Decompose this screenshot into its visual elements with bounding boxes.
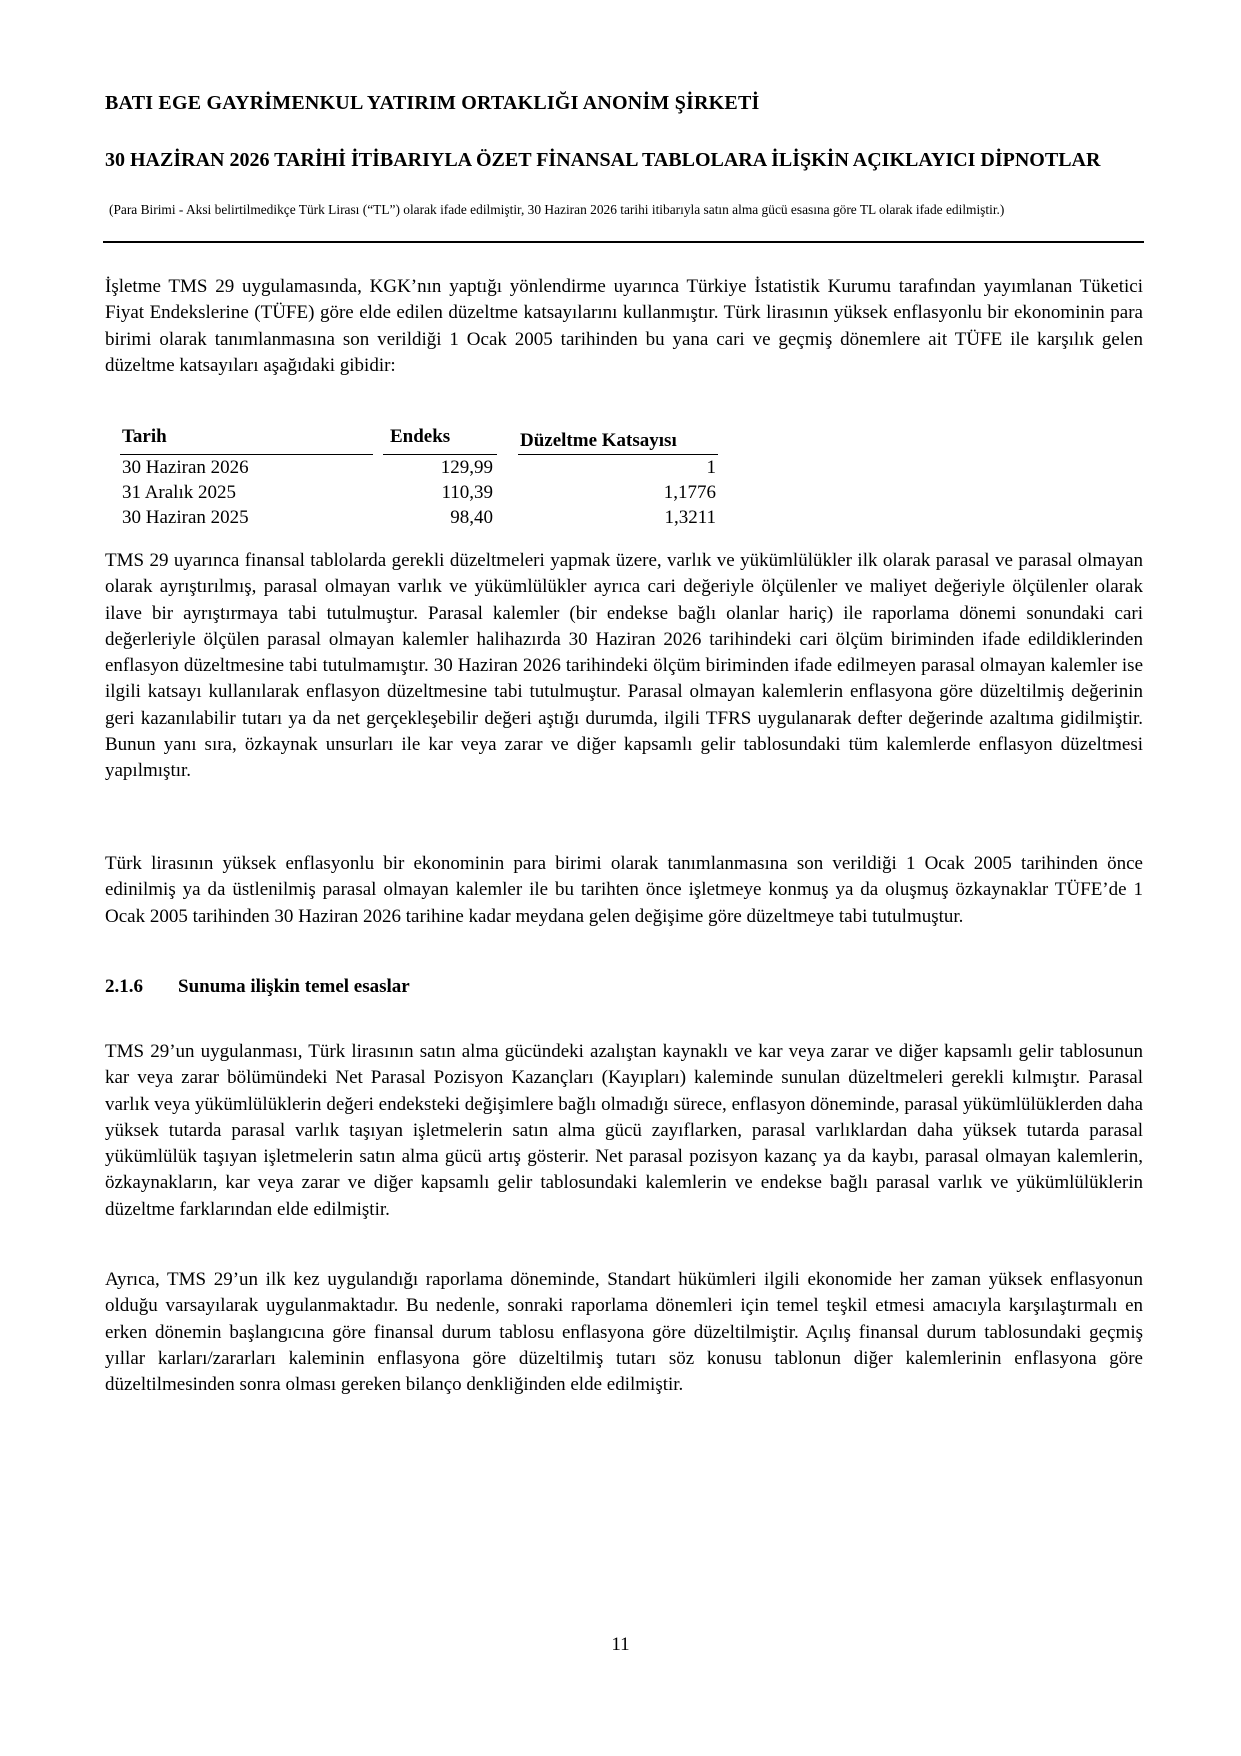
table-header-date: Tarih [122, 426, 167, 447]
table-header-coefficient: Düzeltme Katsayısı [520, 430, 677, 451]
header-divider [103, 241, 1144, 243]
table-cell-coefficient: 1,3211 [664, 507, 716, 528]
table-cell-date: 30 Haziran 2026 [122, 457, 249, 478]
table-row [120, 455, 720, 480]
currency-note: (Para Birimi - Aksi belirtilmedikçe Türk Lirası (“TL”) olarak ifade edilmiştir, 30 Haziran 2026 tarihi itibarıyla satın alma gücü esasına göre TL olarak ifade edilmiştir.) [109, 202, 1005, 217]
page-number: 11 [611, 1634, 630, 1655]
section-heading [105, 974, 410, 1000]
table-cell-date: 31 Aralık 2025 [122, 482, 236, 503]
table-cell-index: 98,40 [450, 507, 493, 528]
document-title: 30 HAZİRAN 2026 TARİHİ İTİBARIYLA ÖZET FİNANSAL TABLOLARA İLİŞKİN AÇIKLAYICI DİPNOTLAR [105, 149, 1101, 171]
company-name: BATI EGE GAYRİMENKUL YATIRIM ORTAKLIĞI ANONİM ŞİRKETİ [105, 92, 760, 114]
paragraph-cpi-coefficients: İşletme TMS 29 uygulamasında, KGK’nın yaptığı yönlendirme uyarınca Türkiye İstatistik Kurumu tarafından yayımlanan Tüketici Fiyat Endekslerine (TÜFE) göre elde edilen düzeltme katsayılarını kullanmıştır. Türk lirasının yüksek enflasyonlu bir ekonominin para birimi olarak tanımlanmasına son verildiği 1 Ocak 2005 tarihinden bu yana cari ve geçmiş dönemlere ait TÜFE ile karşılık gelen düzeltme katsayıları aşağıdaki gibidir: [105, 276, 1143, 376]
section-number: 2.1.6 [105, 976, 143, 997]
paragraph-pre-2005-items: Türk lirasının yüksek enflasyonlu bir ekonominin para birimi olarak tanımlanmasına son verildiği 1 Ocak 2005 tarihinden önce edinilmiş ya da üstlenilmiş parasal olmayan kalemler ile bu tarihten önce işletmeye konmuş ya da oluşmuş özkaynaklar TÜFE’de 1 Ocak 2005 tarihinden 30 Haziran 2026 tarihine kadar meydana gelen değişime göre düzeltmeye tabi tutulmuştur. [105, 853, 1143, 927]
paragraph-net-monetary-position: TMS 29’un uygulanması, Türk lirasının satın alma gücündeki azalıştan kaynaklı ve kar veya zarar ve diğer kapsamlı gelir tablosunun kar veya zarar bölümündeki Net Parasal Pozisyon Kazançları (Kayıpları) kaleminde sunulan düzeltmeleri gerekli kılmıştır. Parasal varlık veya yükümlülüklerin değeri endeksteki değişimlere bağlı olmadığı sürece, enflasyon döneminde, parasal yükümlülüklerden daha yüksek tutarda parasal varlık taşıyan işletmelerin satın alma gücü zayıflarken, parasal varlıklardan daha yüksek tutarda parasal yükümlülük taşıyan işletmelerin satın alma gücü artış gösterir. Net parasal pozisyon kazanç ya da kaybı, parasal olmayan kalemlerin, özkaynakların, kar veya zarar ve diğer kapsamlı gelir tablosundaki kalemlerin ve endekse bağlı parasal varlık ve yükümlülüklerin düzeltme farklarından elde edilmiştir. [105, 1041, 1143, 1220]
table-cell-coefficient: 1 [706, 457, 716, 478]
table-cell-index: 129,99 [440, 457, 493, 478]
section-title: Sunuma ilişkin temel esaslar [178, 976, 410, 997]
table-cell-coefficient: 1,1776 [663, 482, 716, 503]
table-cell-index: 110,39 [441, 482, 493, 503]
paragraph-tms29-adjustments: TMS 29 uyarınca finansal tablolarda gerekli düzeltmeleri yapmak üzere, varlık ve yükümlülükler ilk olarak parasal ve parasal olmayan olarak ayrıştırılmış, parasal olmayan varlık ve yükümlülükler ayrıca cari değeriyle ölçülenler ve maliyet değeriyle ölçülenler olarak ilave bir ayrıştırmaya tabi tutulmuştur. Parasal kalemler (bir endekse bağlı olanlar hariç) ile raporlama dönemi sonundaki cari değerleriyle ölçülen parasal olmayan kalemler halihazırda 30 Haziran 2026 tarihindeki cari ölçüm biriminden ifade edildiklerinden enflasyon düzeltmesine tabi tutulmamıştır. 30 Haziran 2026 tarihindeki ölçüm biriminden ifade edilmeyen parasal olmayan kalemler ise ilgili katsayı kullanılarak enflasyon düzeltmesine tabi tutulmuştur. Parasal olmayan kalemlerin enflasyona göre düzeltilmiş değerinin geri kazanılabilir tutarı ya da net gerçekleşebilir değeri aştığı durumda, ilgili TFRS uygulanarak defter değerinde azaltıma gidilmiştir. Bunun yanı sıra, özkaynak unsurları ile kar veya zarar ve diğer kapsamlı gelir tablosundaki tüm kalemlerde enflasyon düzeltmesi yapılmıştır. [105, 550, 1143, 782]
table-header-index: Endeks [390, 426, 451, 447]
table-row [120, 480, 720, 505]
coefficient-table [120, 424, 720, 534]
paragraph-first-application: Ayrıca, TMS 29’un ilk kez uygulandığı raporlama döneminde, Standart hükümleri ilgili ekonomide her zaman yüksek enflasyonun olduğu varsayılarak uygulanmaktadır. Bu nedenle, sonraki raporlama dönemleri için temel teşkil etmesi amacıyla karşılaştırmalı en erken dönemin başlangıcına göre finansal durum tablosu enflasyona göre düzeltilmiştir. Açılış finansal durum tablosundaki geçmiş yıllar karları/zararları kaleminin enflasyona göre düzeltilmiş tutarı söz konusu tablonun diğer kalemlerinin enflasyona göre düzeltilmesinden sonra olması gereken bilanço denkliğinden elde edilmiştir. [105, 1269, 1143, 1396]
table-cell-date: 30 Haziran 2025 [122, 507, 249, 528]
table-row [120, 505, 720, 530]
